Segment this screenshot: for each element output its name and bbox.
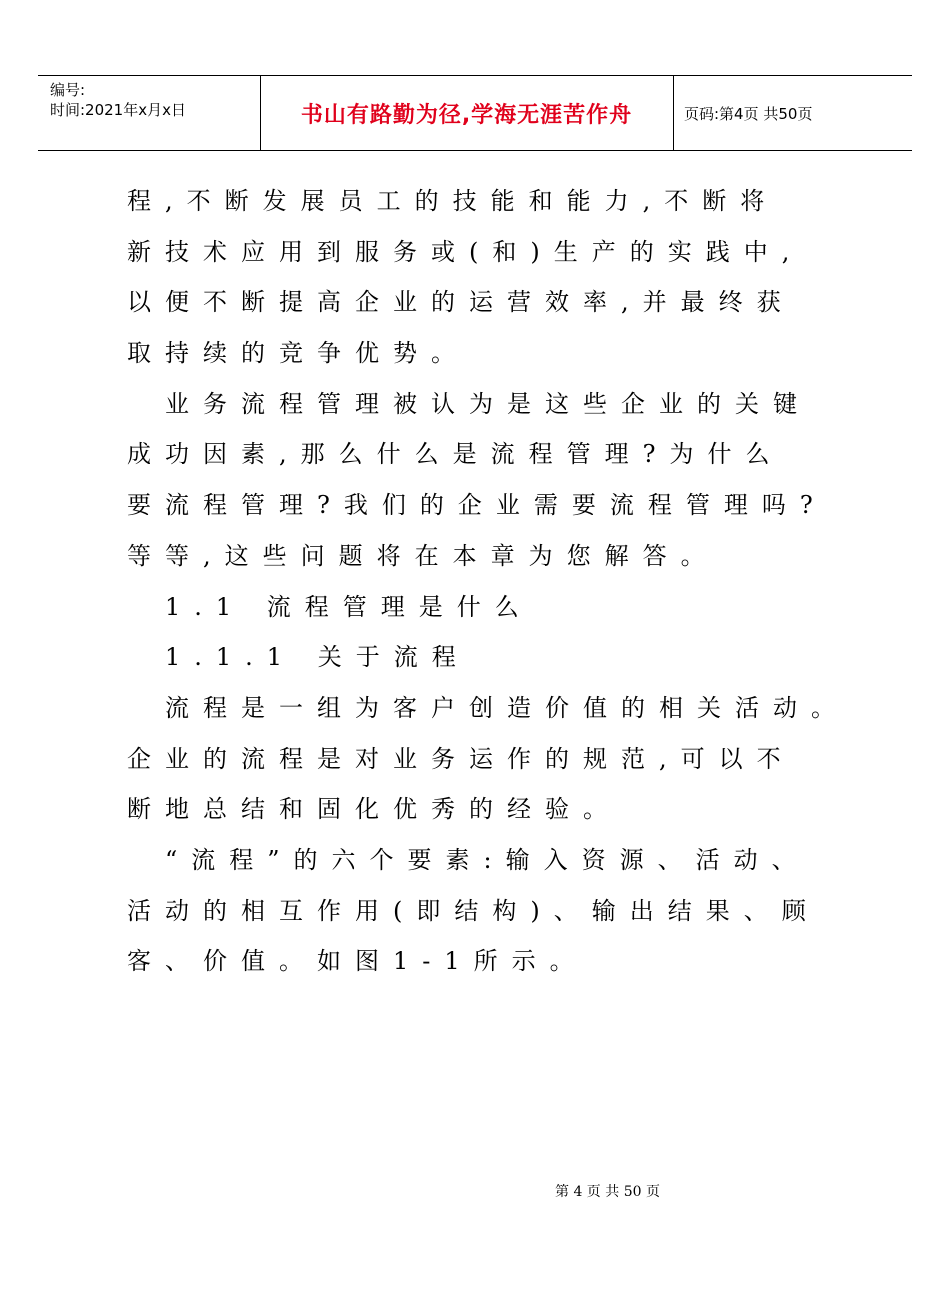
- subsection-heading: 1.1.1 关于流程: [165, 643, 470, 672]
- page-footer: 第 4 页 共 50 页: [555, 1184, 660, 1200]
- body-line: 活动的相互作用(即结构)、输出结果、顾: [127, 896, 820, 925]
- body-line: 要流程管理?我们的企业需要流程管理吗?: [127, 491, 827, 520]
- header-page-number: 页码:第4页 共50页: [684, 104, 813, 123]
- header-motto: 书山有路勤为径,学海无涯苦作舟: [300, 102, 633, 128]
- body-line: “流程”的六个要素:输入资源、活动、: [165, 845, 810, 874]
- document-time-label: 时间:2021年x月x日: [50, 101, 186, 119]
- body-line: 以便不断提高企业的运营效率,并最终获: [127, 288, 795, 317]
- body-line: 新技术应用到服务或(和)生产的实践中,: [127, 237, 804, 266]
- body-line: 业务流程管理被认为是这些企业的关键: [165, 389, 811, 418]
- body-line: 企业的流程是对业务运作的规范,可以不: [127, 744, 795, 773]
- header-meta: [50, 80, 186, 120]
- document-body: [127, 176, 847, 987]
- page-header: [38, 75, 912, 151]
- document-number-label: 编号:: [50, 81, 86, 99]
- header-divider-right: [673, 76, 674, 150]
- body-line: 等等,这些问题将在本章为您解答。: [127, 541, 719, 570]
- body-line: 客、价值。如图1-1所示。: [127, 947, 588, 976]
- body-line: 成功因素,那么什么是流程管理?为什么: [127, 440, 784, 469]
- body-line: 取持续的竞争优势。: [127, 339, 469, 368]
- body-line: 断地总结和固化优秀的经验。: [127, 795, 621, 824]
- body-line: 流程是一组为客户创造价值的相关活动。: [165, 693, 849, 722]
- body-line: 程,不断发展员工的技能和能力,不断将: [127, 187, 779, 215]
- section-heading: 1.1 流程管理是什么: [165, 592, 533, 621]
